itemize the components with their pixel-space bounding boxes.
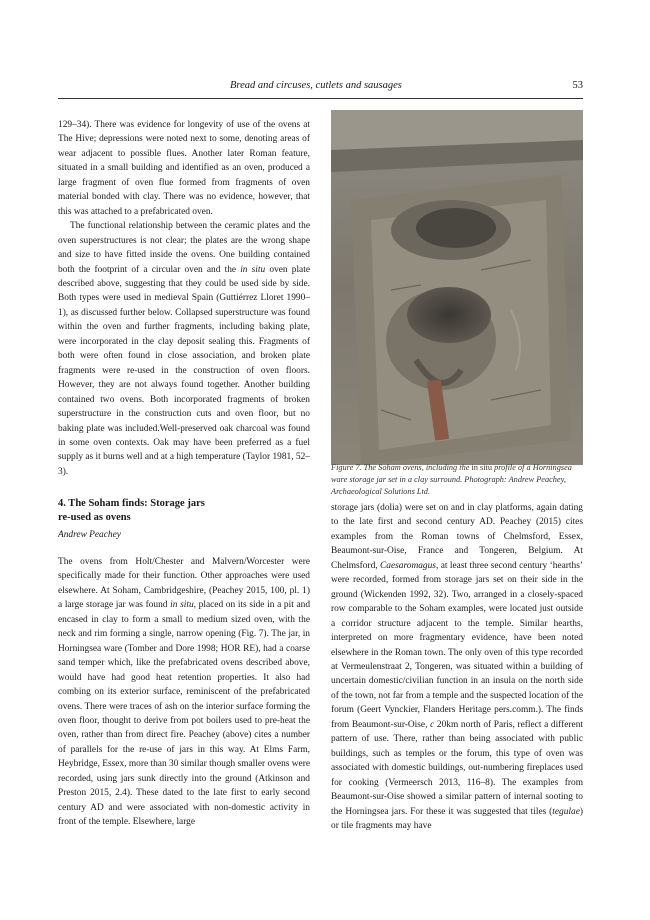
excavation-photo bbox=[331, 110, 583, 465]
figure-caption: Figure 7. The Soham ovens, including the in situ profile of a Horningsea ware storage jar set in a clay surround. Photograph: Andrew Peachey, Archaeological Solutions Ltd. bbox=[331, 463, 572, 497]
section-author: Andrew Peachey bbox=[58, 530, 121, 540]
paragraph-ceramic-plates: The functional relationship between the ceramic plates and the oven superstructures is not clear; the plates are the wrong shape and size to have fitted inside the ovens. One building contained both the footprint of a circular oven and the in situ oven plate described above, suggesting that they could be used side by side. Both types were used in medieval Spain (Guttiérrez Lloret 1990–1), as discussed further below. Collapsed superstructure was found within the oven and further fragments, including baking plate, were incorporated in the clay deposit sealing this. Fragments of both were often found in close association, and broken plate fragments were re-used in the construction of oven floors. However, they are not always found together. Another building contained two ovens. Both incorporated fragments of broken superstructure in the construction cuts and oven floor, but no baking plate was included.Well-preserved oak charcoal was found in some oven contexts. Oak may have been preferred as a fuel supply as it burns well and at a high temperature (Taylor 1981, 52–3). bbox=[58, 221, 310, 477]
section-heading bbox=[58, 497, 310, 540]
figure-7-photograph bbox=[331, 110, 583, 465]
right-column-bottom bbox=[331, 501, 583, 833]
running-header bbox=[58, 80, 583, 99]
page-number: 53 bbox=[572, 80, 583, 91]
paragraph-dolia: storage jars (dolia) were set on and in clay platforms, again dating to the late first and second century AD. Peachey (2015) cites examples from the Roman towns of Chelmsford, Essex, Beaumont-sur-Oise, France and Tongeren, Belgium. At Chelmsford, Caesaromagus, at least three second century ‘hearths’ were recorded, formed from storage jars set on their side in the ground (Wickenden 1992, 32). Two, arranged in a closely-spaced row comparable to the Soham examples, were located just outside a corridor structure adjacent to the temple. Similar hearths, interpreted on more fragmentary evidence, have been noted elsewhere in the Roman town. The only oven of this type recorded at Vermeulenstraat 2, Tongeren, was situated within a building of uncertain domestic/civilian function in an insula on the north side of the town, not far from a temple and the suspected location of the forum (Geert Vynckier, Flanders Heritage pers.comm.). The finds from Beaumont-sur-Oise, c 20km north of Paris, reflect a different pattern of use. There, rather than being associated with public buildings, such as temples or the forum, this type of oven was associated with domestic buildings, out-numbering fireplaces used for cooking (Vermeersch 2013, 116–8). The examples from Beaumont-sur-Oise showed a similar pattern of internal sooting to the Horningsea jars. For these it was suggested that tiles (tegulae) or tile fragments may have bbox=[331, 503, 584, 831]
paragraph-hive-ovens: 129–34). There was evidence for longevity of use of the ovens at The Hive; depressions were noted next to some, denoting areas of wear adjacent to possible flues. Another later Roman feature, situated in a small building and identified as an oven, produced a large fragment of oven flue formed from fragments of oven material bonded with clay. There was no evidence, however, that this was attached to a prefabricated oven. bbox=[58, 120, 310, 217]
section-title: 4. The Soham finds: Storage jars re-used as ovens bbox=[58, 498, 205, 523]
paragraph-soham-ovens: The ovens from Holt/Chester and Malvern/Worcester were specifically made for their function. Other approaches were used elsewhere. At Soham, Cambridgeshire, (Peachey 2015, 100, pl. 1) a large storage jar was found in situ, placed on its side in a pit and encased in clay to form a small to medium sized oven, with the neck and rim forming a single, narrow opening (Fig. 7). The jar, in Horningsea ware (Tomber and Dore 1998; HOR RE), had a coarse sand temper which, like the prefabricated ovens described above, would have had good heat retention properties. It also had combing on its exterior surface, reminiscent of the prefabricated ovens. There were traces of ash on the interior surface forming the oven floor, thought to derive from pot boilers used to pre-heat the oven, rather than from direct fire. Peachey (above) cites a number of parallels for the re-use of jars in this way. At Elms Farm, Heybridge, Essex, more than 30 similar though smaller ovens were recorded, using jars sunk directly into the ground (Atkinson and Preston 2015, 2.4). These dated to the late first to early second century AD and were associated with non-domestic activity in front of the temple. Elsewhere, large bbox=[58, 557, 311, 828]
left-column-bottom bbox=[58, 555, 310, 830]
running-title: Bread and circuses, cutlets and sausages bbox=[230, 80, 402, 91]
left-column-top bbox=[58, 118, 310, 479]
